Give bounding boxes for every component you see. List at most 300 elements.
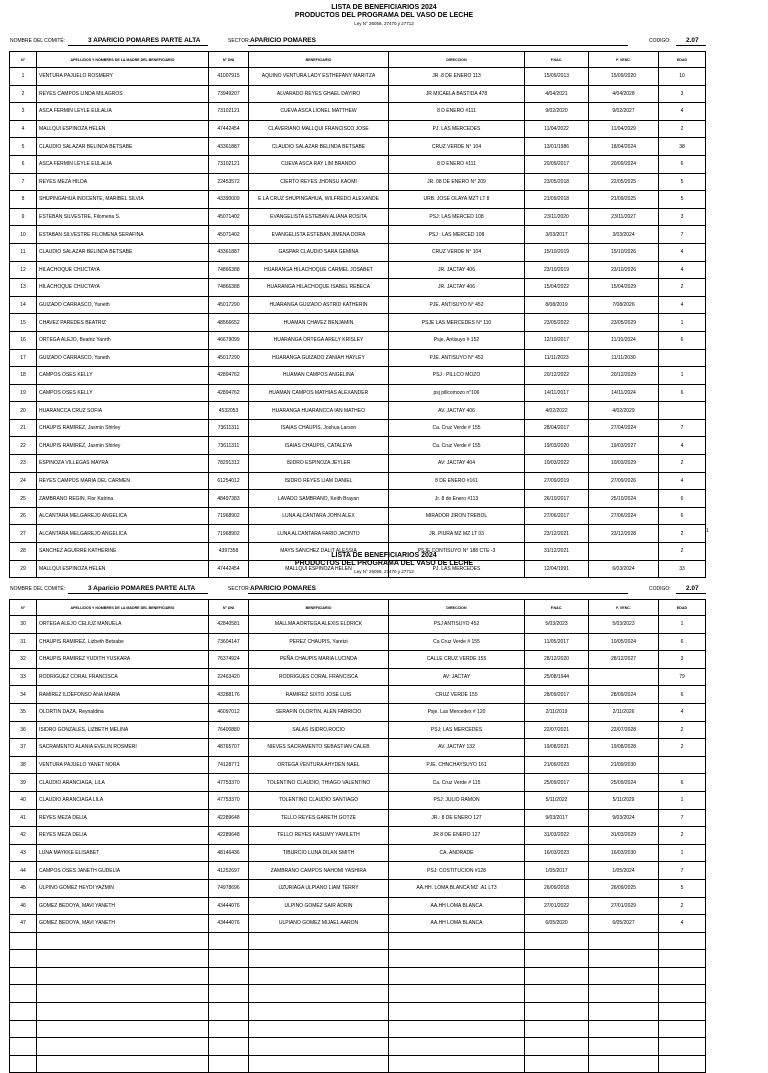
table-row <box>10 261 706 279</box>
cell-birth-date: 19/03/2020 <box>525 437 589 455</box>
cell-number: 37 <box>10 739 37 757</box>
col-header-birth-date: F.NAC. <box>525 52 589 68</box>
cell-birth-date: 31/03/2022 <box>525 827 589 845</box>
cell-birth-date: 22/07/2021 <box>525 721 589 739</box>
cell-mother-name: CLAUDIO SALAZAR BELINDA BETSABE <box>37 138 209 156</box>
cell-beneficiary: UZURIAGA ULPIANO LIAM TERRY <box>249 879 389 897</box>
cell-birth-date: 31/12/2021 <box>525 543 589 561</box>
cell-age: 2 <box>659 455 706 473</box>
cell-dni: 47753370 <box>209 791 249 809</box>
cell-number: 17 <box>10 349 37 367</box>
cell-age <box>659 349 706 367</box>
cell-number: 14 <box>10 296 37 314</box>
cell-number: 39 <box>10 774 37 792</box>
cell-address: JR. JACTAY 406 <box>389 279 525 297</box>
cell-beneficiary: ORTEGA VENTURA AHYDEN NAEL <box>249 756 389 774</box>
cell-birth-date: 14/11/2017 <box>525 384 589 402</box>
table-row <box>10 616 706 634</box>
cell-expiry-date: 15/09/2020 <box>589 68 659 86</box>
empty-cell <box>659 950 706 968</box>
cell-mother-name: ALCANTARA MELGAREJO ANGELICA <box>37 525 209 543</box>
cell-birth-date: 23/12/2021 <box>525 525 589 543</box>
cell-number: 29 <box>10 560 37 578</box>
cell-address: 8 D ENERO #111 <box>389 155 525 173</box>
cell-mother-name: ASCA FERMIN LEYLE EULALIA <box>37 103 209 121</box>
cell-beneficiary: HUARANGA GUIZADO ZANIAH HAYLEY <box>249 349 389 367</box>
cell-address: JR.: 8 DE ENERO 127 <box>389 809 525 827</box>
table-row <box>10 331 706 349</box>
cell-dni: 71968902 <box>209 525 249 543</box>
cell-mother-name: MALLQUI ESPINOZA HELEN <box>37 560 209 578</box>
committee-underline <box>68 45 208 46</box>
empty-cell <box>659 1038 706 1056</box>
cell-age: 2 <box>659 721 706 739</box>
cell-birth-date: 25/08/1944 <box>525 668 589 686</box>
cell-birth-date: 26/10/2017 <box>525 490 589 508</box>
empty-cell <box>525 1038 589 1056</box>
cell-age: 7 <box>659 226 706 244</box>
empty-table-row <box>10 985 706 1003</box>
cell-age: 5 <box>659 879 706 897</box>
cell-dni: 74128771 <box>209 756 249 774</box>
cell-birth-date: 27/09/2019 <box>525 472 589 490</box>
empty-cell <box>249 967 389 985</box>
table-row <box>10 472 706 490</box>
cell-dni: 4532053 <box>209 402 249 420</box>
cell-expiry-date: 14/11/2024 <box>589 384 659 402</box>
cell-beneficiary: SALAS ISIDRO,ROCIO <box>249 721 389 739</box>
cell-number: 47 <box>10 915 37 933</box>
table-row <box>10 739 706 757</box>
cell-mother-name: GOMEZ BEDOYA, MAVI YANETH <box>37 915 209 933</box>
cell-beneficiary: PEREZ CHAUPIS, Yaretzi <box>249 633 389 651</box>
table-row <box>10 208 706 226</box>
cell-age: 6 <box>659 155 706 173</box>
cell-birth-date: 16/03/2023 <box>525 844 589 862</box>
cell-beneficiary: E LA CRUZ SHUPINGAHUA, WILFREDO ALEXANDE <box>249 191 389 209</box>
empty-cell <box>10 1020 37 1038</box>
cell-mother-name: ALCANTARA MELGAREJO ANGELICA <box>37 507 209 525</box>
cell-dni: 45071402 <box>209 226 249 244</box>
cell-birth-date: 23/10/2019 <box>525 261 589 279</box>
cell-number: 38 <box>10 756 37 774</box>
table-row <box>10 809 706 827</box>
cell-expiry-date: 20/12/2029 <box>589 367 659 385</box>
cell-birth-date: 15/10/2019 <box>525 243 589 261</box>
cell-address: PSJ ANTISUYO 452 <box>389 616 525 634</box>
cell-expiry-date: 11/11/2030 <box>589 349 659 367</box>
cell-address: PJ. LAS MERCEDES <box>389 560 525 578</box>
empty-table-row <box>10 1038 706 1056</box>
cell-dni: 73949207 <box>209 85 249 103</box>
sector-name: APARICIO POMARES <box>250 37 316 44</box>
cell-expiry-date: 2/11/2026 <box>589 703 659 721</box>
cell-beneficiary: TELLO REYES KASUMY YAMILETH <box>249 827 389 845</box>
cell-age: 7 <box>659 419 706 437</box>
cell-address: psj pillcomozo n°106 <box>389 384 525 402</box>
cell-dni: 22453572 <box>209 173 249 191</box>
cell-mother-name: CHAUPIS RAMIREZ, Jasmin Shirley <box>37 419 209 437</box>
cell-address: Psje. Las Mercedes # 120 <box>389 703 525 721</box>
cell-birth-date: 19/08/2021 <box>525 739 589 757</box>
cell-age: 10 <box>659 68 706 86</box>
cell-dni: 74866388 <box>209 279 249 297</box>
cell-expiry-date: 15/04/2029 <box>589 279 659 297</box>
cell-mother-name: REYES MEZA DELIA <box>37 809 209 827</box>
cell-age: 1 <box>659 791 706 809</box>
cell-dni: 73102121 <box>209 155 249 173</box>
cell-mother-name: ASCA FERMIN LEYLE EULALIA <box>37 155 209 173</box>
cell-expiry-date: 23/10/2026 <box>589 261 659 279</box>
empty-cell <box>525 1003 589 1021</box>
cell-address: AA.HH LOMA BLANCA <box>389 915 525 933</box>
cell-age: 2 <box>659 739 706 757</box>
table-row <box>10 844 706 862</box>
cell-number: 23 <box>10 455 37 473</box>
cell-dni: 48765707 <box>209 739 249 757</box>
cell-address: Jr. 8 de Enero #113 <box>389 490 525 508</box>
cell-mother-name: ZAMBRANO REGIN, Flor Katrina <box>37 490 209 508</box>
empty-cell <box>209 1003 249 1021</box>
code-label: CODIGO: <box>649 586 671 592</box>
sector-name: APARICIO POMARES <box>250 585 316 592</box>
cell-expiry-date: 6/05/2027 <box>589 915 659 933</box>
cell-expiry-date: 19/03/2027 <box>589 437 659 455</box>
cell-dni: 48497383 <box>209 490 249 508</box>
cell-number: 40 <box>10 791 37 809</box>
cell-number: 32 <box>10 651 37 669</box>
cell-address: AV. JACTAY 406 <box>389 402 525 420</box>
cell-expiry-date: 21/09/2030 <box>589 756 659 774</box>
cell-birth-date: 26/09/2018 <box>525 879 589 897</box>
empty-cell <box>589 985 659 1003</box>
empty-cell <box>389 932 525 950</box>
document-title: LISTA DE BENEFICIARIOS 2024 <box>331 552 437 559</box>
cell-expiry-date: 11/10/2024 <box>589 331 659 349</box>
empty-cell <box>209 1055 249 1073</box>
cell-dni: 73102121 <box>209 103 249 121</box>
cell-beneficiary: ULPINO GOMEZ SAIR ADRIN <box>249 897 389 915</box>
empty-cell <box>209 985 249 1003</box>
cell-birth-date: 27/01/2022 <box>525 897 589 915</box>
cell-number: 12 <box>10 261 37 279</box>
table-row <box>10 138 706 156</box>
cell-address: Ca Cruz Verde # 155 <box>389 633 525 651</box>
cell-age: 7 <box>659 809 706 827</box>
empty-cell <box>249 1003 389 1021</box>
sector-label: SECTOR: <box>228 38 251 44</box>
cell-expiry-date: 23/05/2029 <box>589 314 659 332</box>
cell-birth-date: 11/04/2022 <box>525 120 589 138</box>
committee-name: 3 Aparicio POMARES PARTE ALTA <box>88 585 196 592</box>
cell-birth-date: 21/09/2023 <box>525 756 589 774</box>
cell-mother-name: SHUPINGAHUA INOCENTE, MARIBEL SILVIA <box>37 191 209 209</box>
cell-address: PSJE CONTISUYO N° 188 CTE -3 <box>389 543 525 561</box>
cell-expiry-date: 18/04/2024 <box>589 138 659 156</box>
cell-dni: 48566652 <box>209 314 249 332</box>
cell-mother-name: ESPINOZA VILLEGAS MAYRA <box>37 455 209 473</box>
cell-beneficiary: ISAIAS CHAUPIS, CATALEYA <box>249 437 389 455</box>
cell-birth-date: 25/09/2017 <box>525 774 589 792</box>
cell-birth-date: 21/09/2018 <box>525 191 589 209</box>
cell-beneficiary: TELLO REYES GARETH GOTZE <box>249 809 389 827</box>
cell-beneficiary: ISIDRO REYES LIAM DANIEL <box>249 472 389 490</box>
cell-dni: 73604147 <box>209 633 249 651</box>
cell-number: 1 <box>10 68 37 86</box>
cell-age: 6 <box>659 507 706 525</box>
cell-beneficiary: SERAFIN OLORTIN, ALEN FABRICIO <box>249 703 389 721</box>
cell-age: 6 <box>659 633 706 651</box>
cell-mother-name: CAMPOS OSES JANETH GUDELIA <box>37 862 209 880</box>
cell-birth-date: 20/12/2022 <box>525 367 589 385</box>
cell-mother-name: CAMPOS OSES KELLY <box>37 367 209 385</box>
document-subtitle: PRODUCTOS DEL PROGRAMA DEL VASO DE LECHE <box>294 560 474 567</box>
cell-birth-date: 11/05/2017 <box>525 633 589 651</box>
empty-table-row <box>10 1003 706 1021</box>
cell-mother-name: RODRIGUEZ CORAL FRANCISCA <box>37 668 209 686</box>
cell-age: 4 <box>659 703 706 721</box>
cell-beneficiary: PEÑA CHAUPIS MARIA LUCINDA <box>249 651 389 669</box>
cell-number: 18 <box>10 367 37 385</box>
col-header-address: DIRECCION <box>389 600 525 616</box>
cell-birth-date: 23/11/2020 <box>525 208 589 226</box>
table-row <box>10 191 706 209</box>
cell-beneficiary: AQUINO VENTURA LADY ESTHEFANY MARITZA <box>249 68 389 86</box>
cell-birth-date: 8/08/2019 <box>525 296 589 314</box>
cell-mother-name: CLAUDIO ARANCIAGA LILA <box>37 791 209 809</box>
col-header-birth-date: F.NAC. <box>525 600 589 616</box>
table-row <box>10 915 706 933</box>
code-value: 2.07 <box>686 585 699 592</box>
empty-cell <box>37 967 209 985</box>
table-row <box>10 402 706 420</box>
sector-label: SECTOR: <box>228 586 251 592</box>
empty-table-row <box>10 1055 706 1073</box>
cell-expiry-date: 26/09/2025 <box>589 879 659 897</box>
cell-expiry-date: 22/07/2028 <box>589 721 659 739</box>
cell-beneficiary: ZAMBRANO CAMPOS NAHOMI YASHIRA <box>249 862 389 880</box>
committee-label: NOMBRE DEL COMITÉ: <box>10 586 66 592</box>
table-row <box>10 721 706 739</box>
cell-mother-name: SANCHEZ AGUIRRE KATHERINE <box>37 543 209 561</box>
cell-expiry-date: 27/06/2024 <box>589 507 659 525</box>
cell-beneficiary: LAVADO SAMBRANO, Keith Brayan <box>249 490 389 508</box>
empty-cell <box>659 1003 706 1021</box>
cell-dni: 43390009 <box>209 191 249 209</box>
cell-age: 2 <box>659 897 706 915</box>
table-row <box>10 226 706 244</box>
cell-age: 2 <box>659 543 706 561</box>
cell-mother-name: CAMPOS OSES KELLY <box>37 384 209 402</box>
cell-mother-name: HILACHOQUE CHUCTAYA <box>37 279 209 297</box>
cell-age: 3 <box>659 651 706 669</box>
cell-age: 4 <box>659 261 706 279</box>
cell-mother-name: GUIZADO CARRASCO, Yaneth <box>37 349 209 367</box>
cell-expiry-date: 16/03/2030 <box>589 844 659 862</box>
cell-birth-date: 10/03/2022 <box>525 455 589 473</box>
cell-number: 7 <box>10 173 37 191</box>
cell-beneficiary: ULPIANO GOMEZ MIJAEL AARON <box>249 915 389 933</box>
empty-cell <box>37 1020 209 1038</box>
cell-expiry-date: 7/08/2026 <box>589 296 659 314</box>
table-row <box>10 103 706 121</box>
cell-birth-date: 23/05/2022 <box>525 314 589 332</box>
cell-dni: 47442454 <box>209 120 249 138</box>
empty-cell <box>659 932 706 950</box>
cell-number: 22 <box>10 437 37 455</box>
cell-dni: 46097012 <box>209 703 249 721</box>
cell-birth-date: 15/09/2013 <box>525 68 589 86</box>
empty-cell <box>525 932 589 950</box>
cell-address: PSJ : PILLCO MOZO <box>389 367 525 385</box>
empty-cell <box>589 932 659 950</box>
cell-beneficiary: CIERTO REYES JHONSU KAOMI <box>249 173 389 191</box>
cell-dni: 47442454 <box>209 560 249 578</box>
empty-table-row <box>10 1020 706 1038</box>
cell-expiry-date: 9/02/2027 <box>589 103 659 121</box>
sector-underline <box>248 593 628 594</box>
cell-expiry-date: 15/10/2026 <box>589 243 659 261</box>
cell-mother-name: ULPINO GOMEZ HEYDI YAZMIN <box>37 879 209 897</box>
cell-birth-date: 1/05/2017 <box>525 862 589 880</box>
cell-beneficiary: HUARANGA HUARANCCA IAN MATHEO <box>249 402 389 420</box>
empty-cell <box>389 1020 525 1038</box>
cell-address: 8 DE ENERO #161 <box>389 472 525 490</box>
cell-mother-name: REYES MEZA DELIA <box>37 827 209 845</box>
cell-beneficiary: CLAVERIANO MALLQUI FRANCISCO JOSE <box>249 120 389 138</box>
cell-expiry-date: 20/09/2024 <box>589 155 659 173</box>
cell-number: 46 <box>10 897 37 915</box>
cell-mother-name: ORTEGA ALEJO, Beatriz Yanrth <box>37 331 209 349</box>
cell-address: PJE. CHNCHAYSUYO 161 <box>389 756 525 774</box>
cell-expiry-date: 19/08/2028 <box>589 739 659 757</box>
cell-number: 24 <box>10 472 37 490</box>
cell-beneficiary: EVANGELISTA ESTEBAN ALIANA ROSITA <box>249 208 389 226</box>
cell-age: 2 <box>659 279 706 297</box>
code-value: 2.07 <box>686 37 699 44</box>
table-row <box>10 349 706 367</box>
cell-number: 44 <box>10 862 37 880</box>
table-row <box>10 703 706 721</box>
empty-cell <box>249 1020 389 1038</box>
cell-address: AA.HH. LOMA BLANCA MZ .A1 LT3 <box>389 879 525 897</box>
cell-number: 41 <box>10 809 37 827</box>
cell-dni: 43444076 <box>209 915 249 933</box>
col-header-number: N° <box>10 600 37 616</box>
cell-address: 8 D ENERO #111 <box>389 103 525 121</box>
cell-address: PSJ: JULIO RAMON <box>389 791 525 809</box>
cell-mother-name: REYES MEZA HILDA <box>37 173 209 191</box>
table-row <box>10 243 706 261</box>
col-header-mother-name: APELLIDOS Y NOMBRES DE LA MADRE DEL BENEFICIARIO <box>37 52 209 68</box>
cell-mother-name: ORTEGA ALEJO CELIUZ MANUELA <box>37 616 209 634</box>
cell-age: 1 <box>659 844 706 862</box>
empty-cell <box>10 967 37 985</box>
cell-expiry-date: 23/11/2027 <box>589 208 659 226</box>
cell-number: 19 <box>10 384 37 402</box>
cell-address: PSJE LAS MERCEDES N° 110 <box>389 314 525 332</box>
cell-mother-name: CHAUPIS RAMIREZ YUDITH YUSKARA <box>37 651 209 669</box>
cell-address: JR 8 DE ENERO 127 <box>389 827 525 845</box>
table-row <box>10 879 706 897</box>
cell-birth-date: 2/11/2019 <box>525 703 589 721</box>
cell-number: 5 <box>10 138 37 156</box>
cell-expiry-date: 4/04/2028 <box>589 85 659 103</box>
cell-mother-name: VENTURA PAJUELO YANET NORA <box>37 756 209 774</box>
cell-dni: 61254012 <box>209 472 249 490</box>
cell-dni: 22463420 <box>209 668 249 686</box>
table-row <box>10 651 706 669</box>
cell-mother-name: GOMEZ BEDOYA, MAVI YANETH <box>37 897 209 915</box>
empty-cell <box>659 1020 706 1038</box>
cell-age: 1 <box>659 616 706 634</box>
empty-cell <box>10 950 37 968</box>
cell-address: Ca. Cruz Verde # 155 <box>389 437 525 455</box>
cell-mother-name: REYES CAMPOS MARIA DEL CARMEN <box>37 472 209 490</box>
empty-cell <box>10 1055 37 1073</box>
table-row <box>10 897 706 915</box>
table-row <box>10 120 706 138</box>
cell-birth-date: 28/12/2020 <box>525 651 589 669</box>
cell-beneficiary: LUNA ALCANTARA JOHN ALEX <box>249 507 389 525</box>
cell-expiry-date: 5/11/2029 <box>589 791 659 809</box>
table-row <box>10 756 706 774</box>
cell-birth-date: 6/05/2020 <box>525 915 589 933</box>
cell-beneficiary: RODRIGUES CORAL FRANCISCA <box>249 668 389 686</box>
cell-number: 28 <box>10 543 37 561</box>
cell-expiry-date: 23/12/2028 <box>589 525 659 543</box>
cell-beneficiary: EVANGELISTA ESTEBAN JIMENA DORA <box>249 226 389 244</box>
cell-age: 4 <box>659 437 706 455</box>
cell-number: 9 <box>10 208 37 226</box>
cell-expiry-date: 27/01/2029 <box>589 897 659 915</box>
cell-number: 10 <box>10 226 37 244</box>
cell-dni: 78291312 <box>209 455 249 473</box>
cell-age: 4 <box>659 243 706 261</box>
empty-table-row <box>10 967 706 985</box>
cell-mother-name: CHAVEZ PAREDES BEATRIZ <box>37 314 209 332</box>
code-label: CODIGO: <box>649 38 671 44</box>
cell-beneficiary: HUARANGA ORTEGA ARELY KRISLEY <box>249 331 389 349</box>
cell-beneficiary: HUAMAN CAMPOS ANGELINA <box>249 367 389 385</box>
cell-mother-name: OLORTIN DAZA, Reynaldina <box>37 703 209 721</box>
cell-dni: 43361887 <box>209 138 249 156</box>
empty-cell <box>10 1038 37 1056</box>
cell-address: JR. JACTAY 406 <box>389 261 525 279</box>
empty-cell <box>209 1038 249 1056</box>
empty-cell <box>37 950 209 968</box>
table-row <box>10 686 706 704</box>
cell-mother-name: RAMIREZ ILDEFONSO ANA MARIA <box>37 686 209 704</box>
table-row <box>10 668 706 686</box>
cell-dni: 47753370 <box>209 774 249 792</box>
cell-expiry-date: 27/04/2024 <box>589 419 659 437</box>
cell-number: 27 <box>10 525 37 543</box>
cell-beneficiary: HUARANGA HILACHOQUE ISABEL REBECA <box>249 279 389 297</box>
cell-beneficiary: ISIDRO ESPINOZA JEYLER <box>249 455 389 473</box>
code-underline <box>676 593 706 594</box>
beneficiaries-table <box>9 51 706 578</box>
cell-expiry-date: 28/09/2024 <box>589 686 659 704</box>
cell-number: 2 <box>10 85 37 103</box>
cell-number: 21 <box>10 419 37 437</box>
cell-beneficiary: LUNA ALCANTARA FARID JACINTO <box>249 525 389 543</box>
cell-age: 2 <box>659 525 706 543</box>
cell-age: 1 <box>659 314 706 332</box>
table-row <box>10 827 706 845</box>
empty-cell <box>589 967 659 985</box>
cell-mother-name: REYES CAMPOS LINDA MILAGROS <box>37 85 209 103</box>
